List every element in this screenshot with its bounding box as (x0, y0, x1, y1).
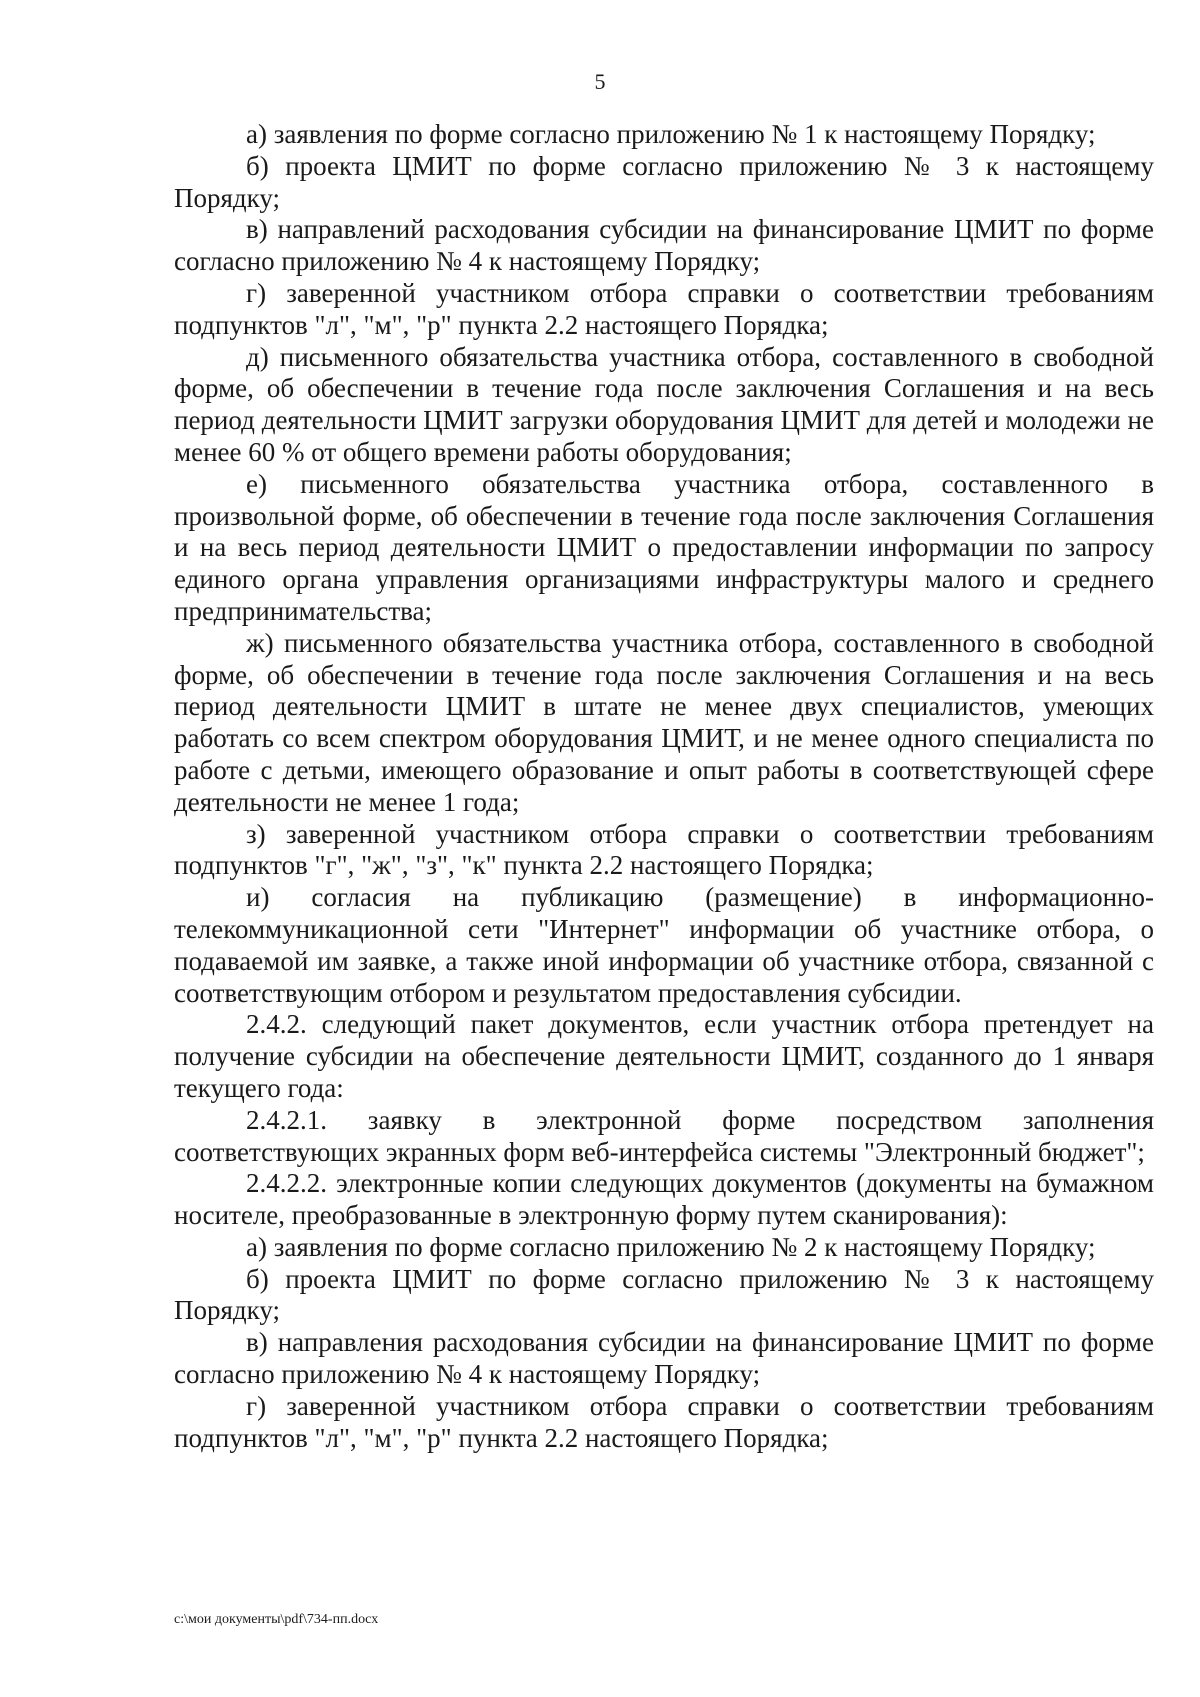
footer-file-path: c:\мои документы\pdf\734-пп.docx (174, 1612, 379, 1627)
paragraph-a-1: а) заявления по форме согласно приложению № 1 к настоящему Порядку; (246, 119, 1096, 149)
document-body (174, 119, 1154, 1454)
paragraph-2-4-2-1: 2.4.2.1. заявку в электронной форме посредством заполнения соответствующих экранных форм веб-интерфейса системы "Электронный бюджет"; (174, 1104, 1154, 1167)
paragraph-v-1: в) направлений расходования субсидии на финансирование ЦМИТ по форме согласно приложению № 4 к настоящему Порядку; (174, 214, 1154, 277)
paragraph-g-1: г) заверенной участником отбора справки о соответствии требованиям подпунктов "л", "м", "р" пункта 2.2 настоящего Порядка; (174, 277, 1154, 340)
paragraph-2-4-2-2: 2.4.2.2. электронные копии следующих документов (документы на бумажном носителе, преобразованные в электронную форму путем сканирования): (174, 1168, 1154, 1231)
paragraph-b-1: б) проекта ЦМИТ по форме согласно приложению № 3 к настоящему Порядку; (174, 150, 1154, 213)
paragraph-2-4-2: 2.4.2. следующий пакет документов, если участник отбора претендует на получение субсидии на обеспечение деятельности ЦМИТ, созданного до 1 января текущего года: (174, 1009, 1154, 1103)
paragraph-e: е) письменного обязательства участника отбора, составленного в произвольной форме, об обеспечении в течение года после заключения Соглашения и на весь период деятельности ЦМИТ о предоставлении информации по запросу единого органа управления организациями инфраструктуры малого и среднего предпринимательства; (174, 468, 1154, 626)
paragraph-a-2: а) заявления по форме согласно приложению № 2 к настоящему Порядку; (246, 1231, 1096, 1262)
paragraph-v-2: в) направления расходования субсидии на финансирование ЦМИТ по форме согласно приложению № 4 к настоящему Порядку; (174, 1327, 1154, 1390)
paragraph-b-2: б) проекта ЦМИТ по форме согласно приложению № 3 к настоящему Порядку; (174, 1263, 1154, 1326)
paragraph-z: з) заверенной участником отбора справки о соответствии требованиям подпунктов "г", "ж", "з", "к" пункта 2.2 настоящего Порядка; (174, 818, 1154, 881)
paragraph-g-2: г) заверенной участником отбора справки о соответствии требованиям подпунктов "л", "м", "р" пункта 2.2 настоящего Порядка; (174, 1390, 1154, 1453)
page-number: 5 (594, 69, 606, 94)
paragraph-zh: ж) письменного обязательства участника отбора, составленного в свободной форме, об обеспечении в течение года после заключения Соглашения и на весь период деятельности ЦМИТ в штате не менее двух специалистов, умеющих работать со всем спектром оборудования ЦМИТ, и не менее одного специалиста по работе с детьми, имеющего образование и опыт работы в соответствующей сфере деятельности не менее 1 года; (174, 627, 1154, 817)
paragraph-d: д) письменного обязательства участника отбора, составленного в свободной форме, об обеспечении в течение года после заключения Соглашения и на весь период деятельности ЦМИТ загрузки оборудования ЦМИТ для детей и молодежи не менее 60 % от общего времени работы оборудования; (174, 341, 1154, 467)
paragraph-i: и) согласия на публикацию (размещение) в информационно-телекоммуникационной сети "Интернет" информации об участнике отбора, о подаваемой им заявке, а также иной информации об участнике отбора, связанной с соответствующим отбором и результатом предоставления субсидии. (174, 882, 1154, 1008)
